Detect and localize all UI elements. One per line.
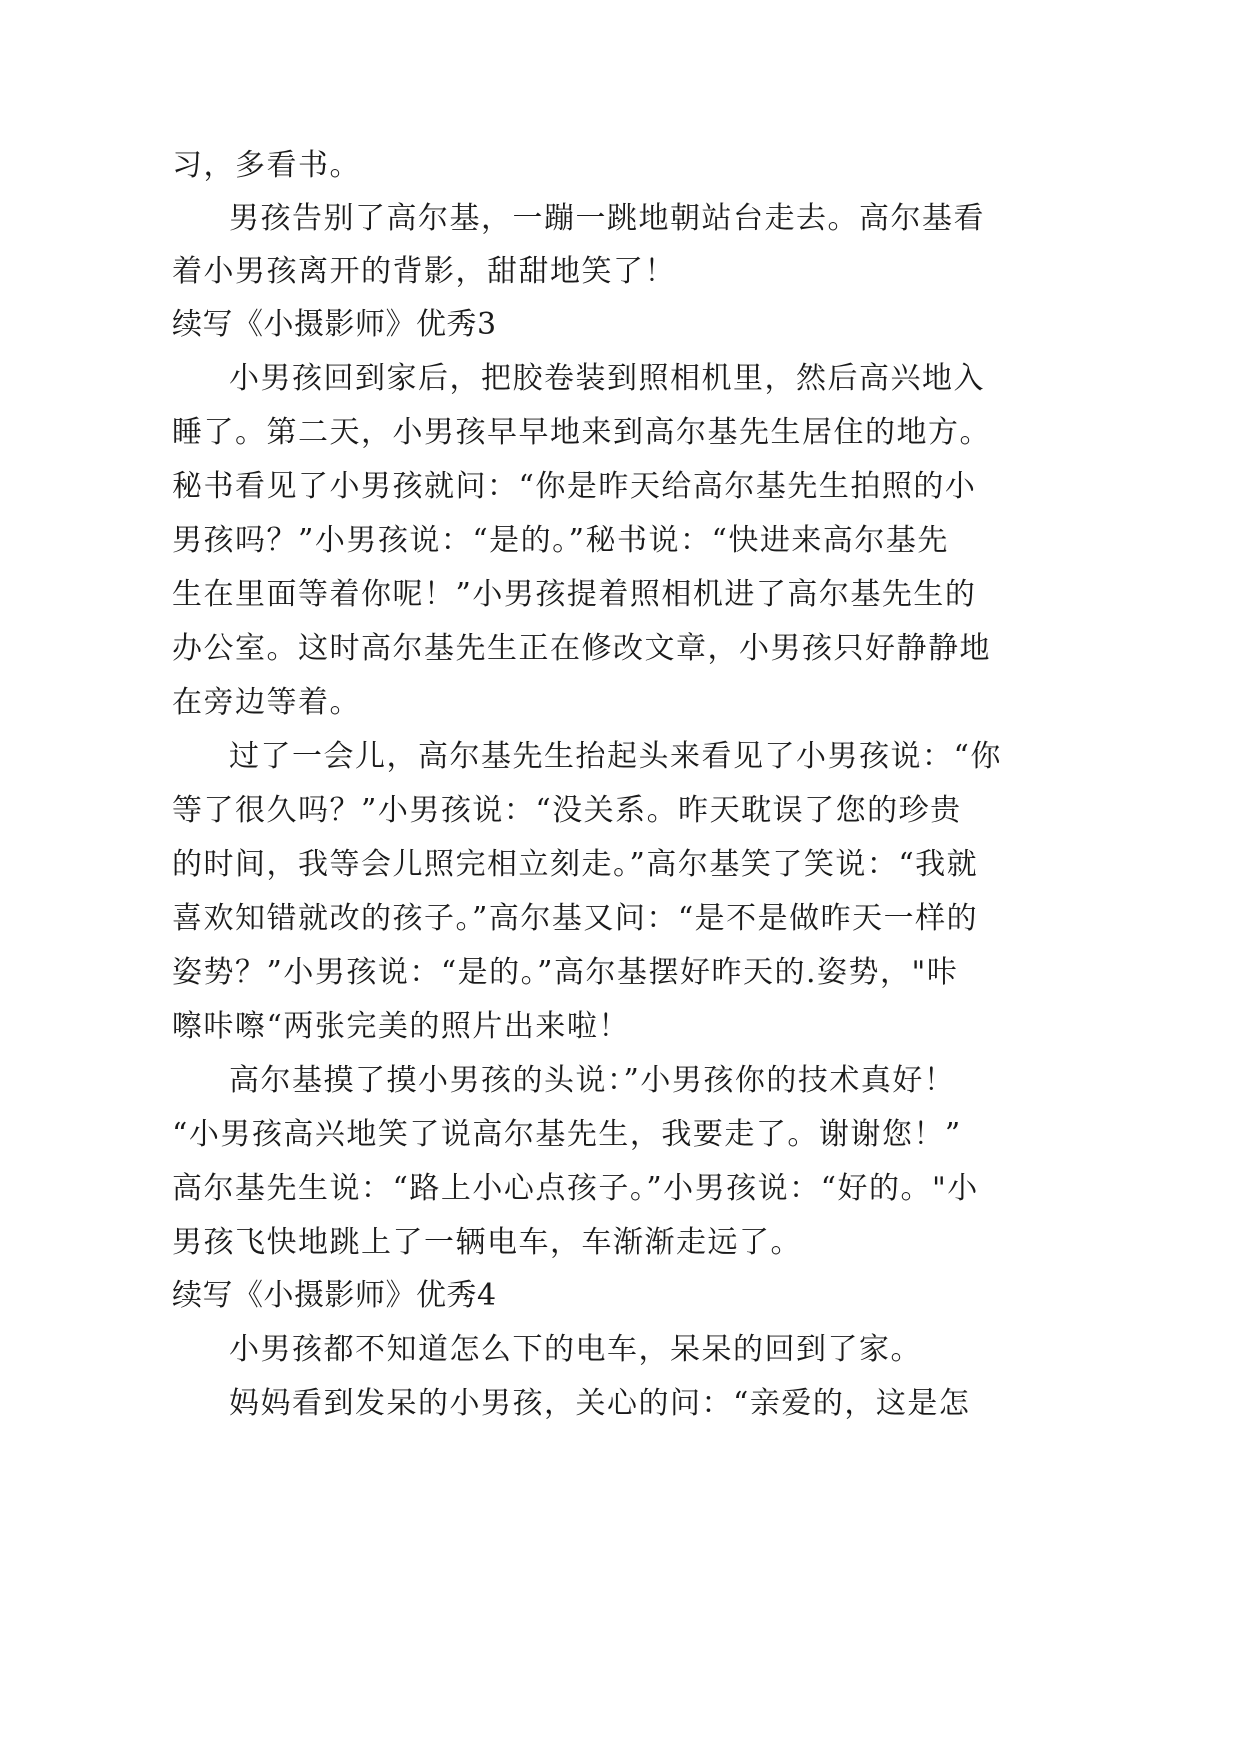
paragraph-line: 办公室。这时高尔基先生正在修改文章，小男孩只好静静地 [172, 631, 991, 666]
paragraph-line: 高尔基先生说：“路上小心点孩子。”小男孩说：“好的。"小 [172, 1171, 979, 1206]
paragraph-line: 生在里面等着你呢！”小男孩提着照相机进了高尔基先生的 [172, 577, 977, 612]
paragraph-line: 嚓咔嚓“两张完美的照片出来啦！ [172, 1009, 630, 1044]
paragraph-line: 在旁边等着。 [172, 685, 361, 720]
paragraph-line: 小男孩都不知道怎么下的电车，呆呆的回到了家。 [229, 1332, 922, 1367]
paragraph-line: 等了很久吗？”小男孩说：“没关系。昨天耽误了您的珍贵 [172, 793, 962, 828]
paragraph-line: 男孩飞快地跳上了一辆电车，车渐渐走远了。 [172, 1225, 802, 1260]
paragraph-line: 喜欢知错就改的孩子。”高尔基又问：“是不是做昨天一样的 [172, 901, 979, 936]
paragraph-line: “小男孩高兴地笑了说高尔基先生，我要走了。谢谢您！” [172, 1117, 962, 1152]
section-heading-3: 续写《小摄影师》优秀3 [172, 307, 497, 342]
section-heading-4: 续写《小摄影师》优秀4 [172, 1278, 497, 1313]
paragraph-line: 着小男孩离开的背影，甜甜地笑了！ [172, 254, 676, 289]
paragraph-line: 睡了。第二天，小男孩早早地来到高尔基先生居住的地方。 [172, 415, 991, 450]
paragraph-line: 的时间，我等会儿照完相立刻走。”高尔基笑了笑说：“我就 [172, 847, 979, 882]
paragraph-line: 小男孩回到家后，把胶卷装到照相机里，然后高兴地入 [229, 361, 985, 396]
paragraph-line: 过了一会儿，高尔基先生抬起头来看见了小男孩说：“你 [229, 739, 1002, 774]
paragraph-line: 男孩告别了高尔基，一蹦一跳地朝站台走去。高尔基看 [229, 201, 985, 236]
paragraph-line: 男孩吗？”小男孩说：“是的。”秘书说：“快进来高尔基先 [172, 523, 949, 558]
paragraph-line: 秘书看见了小男孩就问：“你是昨天给高尔基先生拍照的小 [172, 469, 977, 504]
paragraph-line: 高尔基摸了摸小男孩的头说：”小男孩你的技术真好！ [229, 1063, 956, 1098]
paragraph-line: 习，多看书。 [172, 148, 361, 183]
paragraph-line: 姿势？”小男孩说：“是的。”高尔基摆好昨天的.姿势，"咔 [172, 955, 959, 990]
paragraph-line: 妈妈看到发呆的小男孩，关心的问：“亲爱的，这是怎 [229, 1386, 971, 1421]
